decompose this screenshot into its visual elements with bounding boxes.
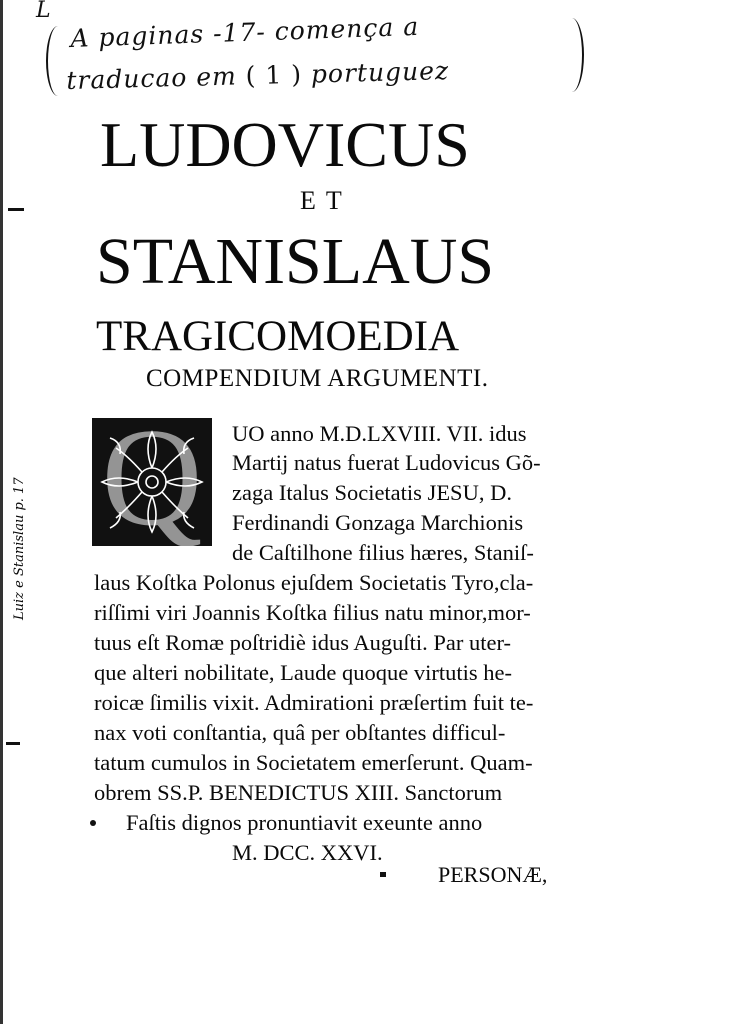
margin-mark [6, 742, 20, 745]
text-line: de Caſtilhone filius hæres, Staniſ- [232, 540, 534, 565]
decorated-initial [92, 418, 212, 546]
initial-letter: Q [101, 418, 203, 546]
text-line: tuus eſt Romæ poſtridiè idus Auguſti. Par uter- [94, 630, 512, 655]
text-line: obrem SS.P. BENEDICTUS XIII. Sanctorum [94, 780, 503, 805]
catchword: PERSONÆ, [438, 862, 548, 887]
page-edge [0, 0, 3, 1024]
text-line: tatum cumulos in Societatem emerſerunt. Quam- [94, 750, 533, 775]
text-line: zaga Italus Societatis JESU, D. [232, 480, 512, 505]
text-line: nax voti conſtantia, quâ per obſtantes difficul- [94, 720, 506, 745]
text-line: Faſtis dignos pronuntiavit exeunte anno [126, 810, 483, 835]
text-line: Ferdinandi Gonzaga Marchionis [232, 510, 524, 535]
title-stanislaus: STANISLAUS [96, 225, 495, 298]
title-tragicomoedia: TRAGICOMOEDIA [96, 313, 460, 360]
text-line: Martij natus fuerat Ludovicus Gõ- [232, 450, 541, 475]
ink-spot [90, 820, 96, 826]
handwritten-note-line2-start: traducao em [66, 61, 238, 95]
margin-mark [8, 208, 24, 211]
handwritten-note-line2 [66, 56, 450, 95]
handwritten-note-line2-tail: portuguez [310, 55, 450, 89]
text-line: UO anno M.D.LXVIII. VII. idus [232, 421, 527, 446]
text-line: que alteri nobilitate, Laude quoque virtutis he- [94, 660, 512, 685]
text-line: laus Koſtka Polonus ejuſdem Societatis Tyro,cla- [94, 570, 534, 595]
handwritten-corner-mark: L [36, 0, 51, 23]
text-line: M. DCC. XXVI. [232, 840, 383, 865]
handwritten-page-ref: ( 1 ) [245, 59, 303, 91]
title-ludovicus: LUDOVICUS [100, 109, 470, 180]
ink-spot [380, 872, 386, 877]
text-line: riſſimi viri Joannis Koſtka filius natu minor,mor- [94, 600, 531, 625]
title-et: ET [300, 186, 352, 215]
subtitle-compendium: COMPENDIUM ARGUMENTI. [146, 365, 489, 392]
handwritten-margin-note: Luiz e Stanislau p. 17 [12, 477, 27, 620]
handwritten-paren-right [560, 18, 584, 92]
text-line: roicæ ſimilis vixit. Admirationi præſertim fuit te- [94, 690, 534, 715]
handwritten-note-line1: A paginas -17- comença a [70, 11, 420, 53]
